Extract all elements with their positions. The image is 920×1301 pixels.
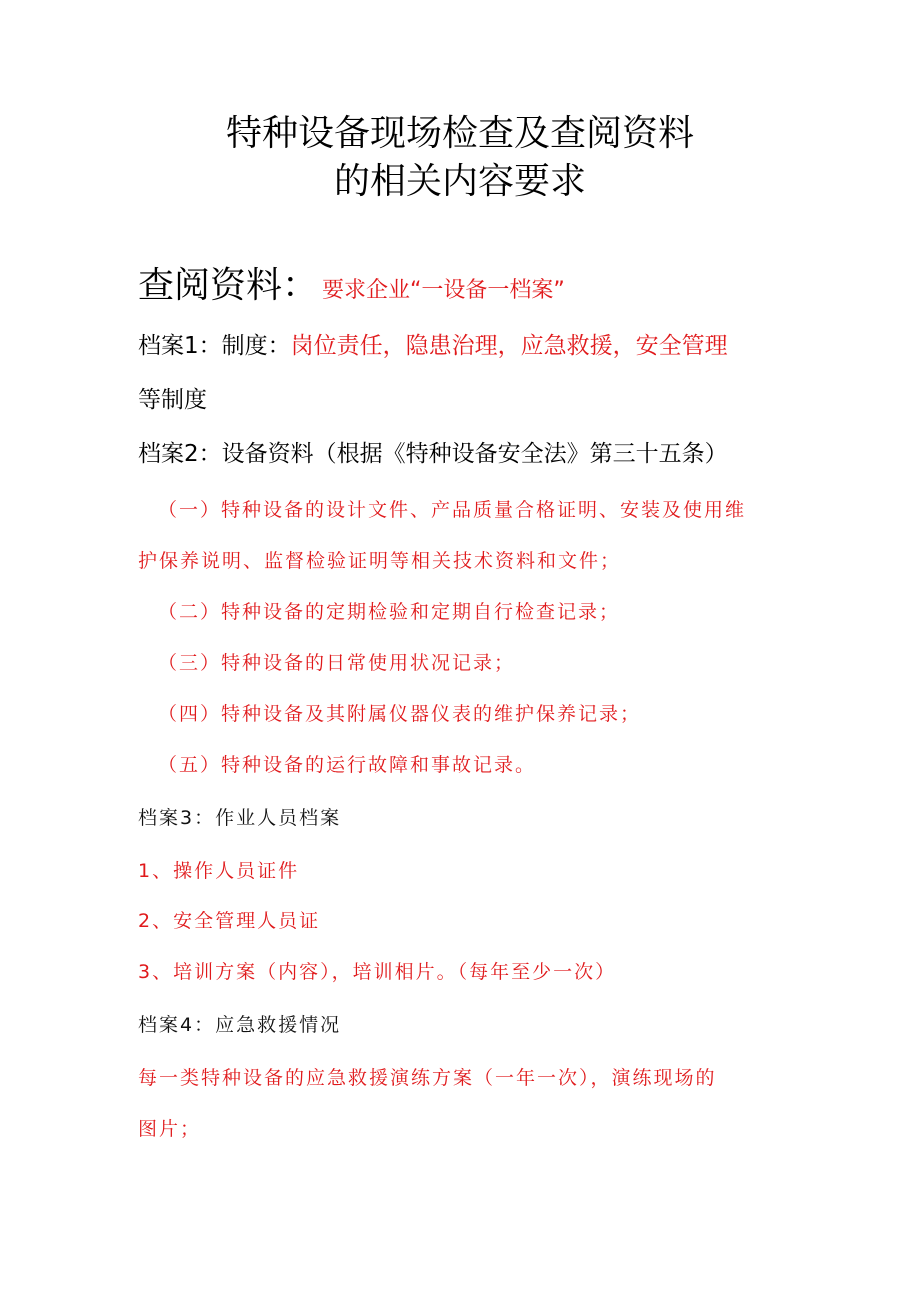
document-title-line-1: 特种设备现场检查及查阅资料: [225, 113, 694, 154]
archive-2-item: （四）特种设备及其附属仪器仪表的维护保养记录；: [158, 703, 642, 725]
document-title-line-2: 的相关内容要求: [333, 161, 586, 202]
archive-3-item: 1、操作人员证件: [138, 860, 300, 882]
archive-1-heading: [138, 330, 728, 362]
archive-2-item: （三）特种设备的日常使用状况记录；: [158, 652, 516, 674]
archive-2-item: （二）特种设备的定期检验和定期自行检查记录；: [158, 601, 621, 623]
section-heading-note: 要求企业“一设备一档案”: [322, 278, 565, 303]
archive-2-item: （五）特种设备的运行故障和事故记录。: [158, 754, 537, 776]
archive-3-item: 3、培训方案（内容），培训相片。（每年至少一次）: [138, 961, 617, 983]
archive-1-label: 档案1：制度：: [138, 333, 291, 359]
section-heading: [138, 264, 565, 313]
archive-1-content-line-2: 等制度: [138, 387, 207, 413]
archive-3-label: 档案3：作业人员档案: [138, 807, 342, 829]
archive-4-content-line-1: 每一类特种设备的应急救援演练方案（一年一次），演练现场的: [138, 1067, 717, 1089]
archive-4-content-line-2: 图片；: [138, 1118, 202, 1140]
archive-2-item: （一）特种设备的设计文件、产品质量合格证明、安装及使用维: [158, 499, 747, 521]
archive-4-label: 档案4：应急救援情况: [138, 1014, 342, 1036]
archive-2-label: 档案2：设备资料（根据《特种设备安全法》第三十五条）: [138, 441, 728, 467]
archive-3-item: 2、安全管理人员证: [138, 910, 321, 932]
archive-1-content-line-1: 岗位责任，隐患治理，应急救援，安全管理: [290, 333, 728, 359]
archive-2-item: 护保养说明、监督检验证明等相关技术资料和文件；: [138, 550, 622, 572]
section-heading-label: 查阅资料：: [138, 265, 319, 306]
